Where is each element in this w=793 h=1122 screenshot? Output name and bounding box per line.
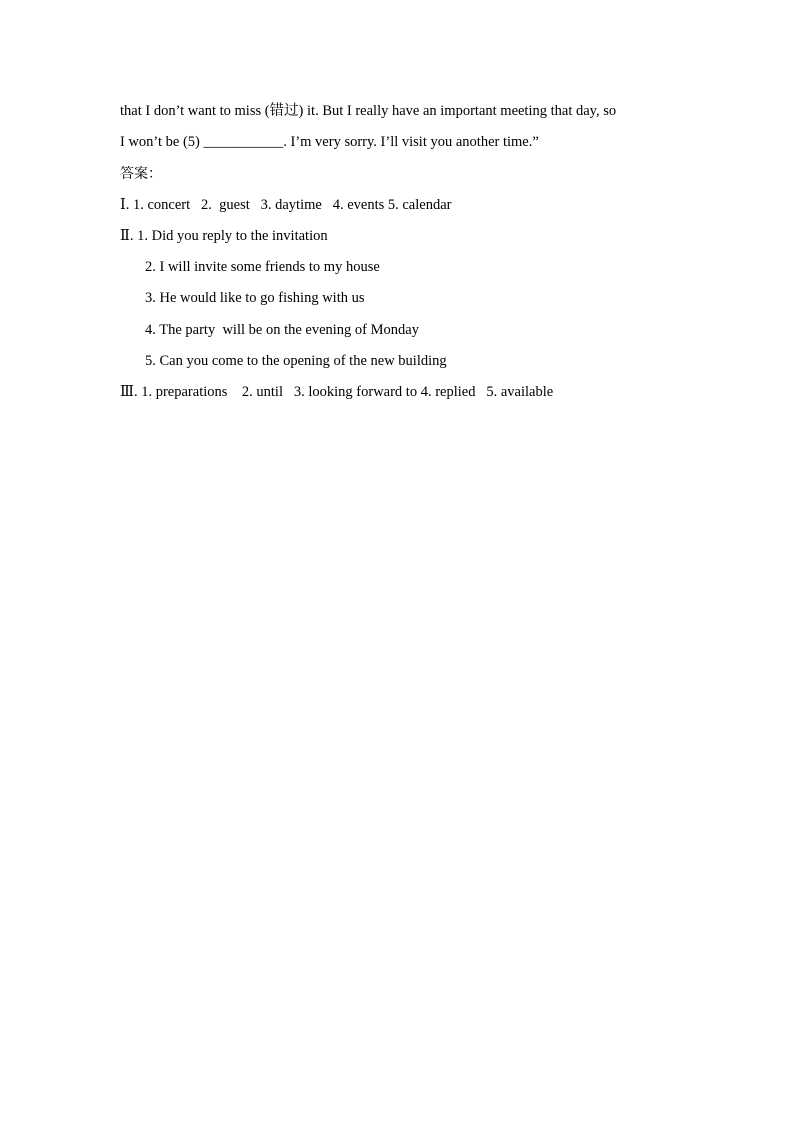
answers-part-2-item-5: 5. Can you come to the opening of the new building <box>145 353 447 369</box>
answers-part-2-item-2: 2. I will invite some friends to my house <box>145 259 380 275</box>
answers-part-2-item-4: 4. The party will be on the evening of Monday <box>145 322 419 338</box>
passage-line-2: I won’t be (5) ___________. I’m very sorry. I’ll visit you another time.” <box>120 134 539 150</box>
answers-part-2-item-1: Ⅱ. 1. Did you reply to the invitation <box>120 228 328 244</box>
answers-part-2-item-3: 3. He would like to go fishing with us <box>145 290 365 306</box>
passage-line-1: that I don’t want to miss (错过) it. But I really have an important meeting that day, so <box>120 103 617 119</box>
answers-part-3: Ⅲ. 1. preparations 2. until 3. looking forward to 4. replied 5. available <box>120 384 554 400</box>
answers-heading: 答案： <box>120 166 162 182</box>
answers-part-1: Ⅰ. 1. concert 2. guest 3. daytime 4. events 5. calendar <box>120 197 452 213</box>
